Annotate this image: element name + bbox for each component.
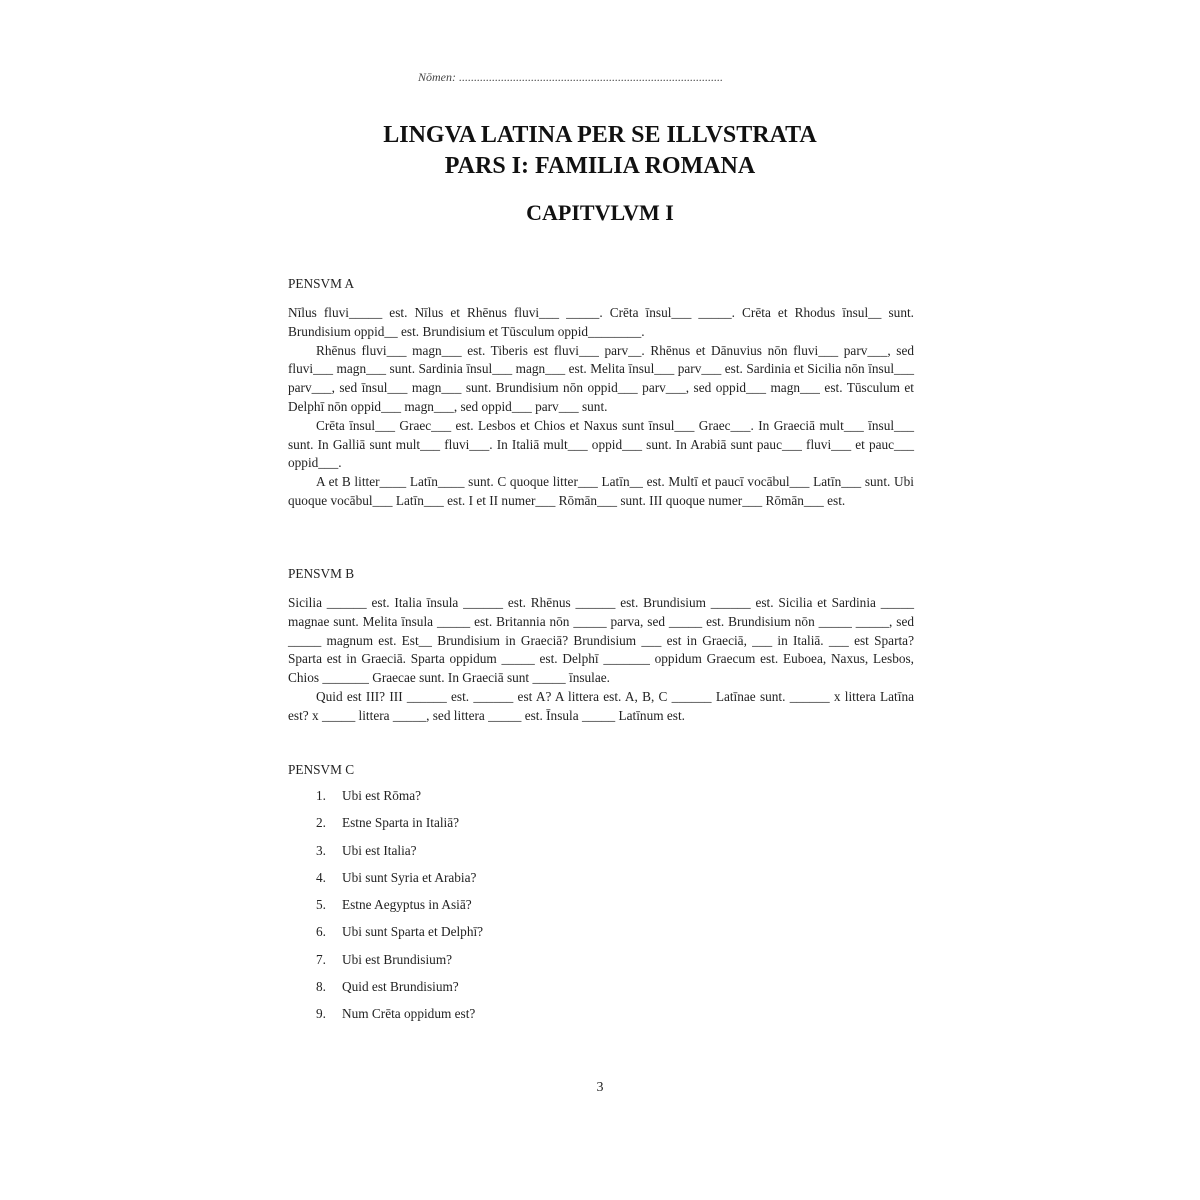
question-item: 8. Quid est Brundisium? bbox=[316, 979, 459, 995]
title-line-2: PARS I: FAMILIA ROMANA bbox=[444, 153, 756, 179]
question-item: 7. Ubi est Brundisium? bbox=[316, 951, 453, 967]
pensum-c-heading: PENSVM C bbox=[288, 762, 355, 777]
paragraph: Quid est III? III ______ est. ______ est A? A littera est. A, B, C ______ Latīnae sunt. ______ x littera Latīna est? x _____ littera _____, sed littera _____ est. Īnsula _____ Latīnum est. bbox=[288, 688, 914, 723]
question-item: 3. Ubi est Italia? bbox=[316, 842, 417, 858]
paragraph: Rhēnus fluvi___ magn___ est. Tiberis est fluvi___ parv__. Rhēnus et Dānuvius nōn fluvi___ parv___, sed fluvi___ magn___ sunt. Sardinia īnsul___ magn___ est. Melita īnsul___ parv___ est. Sardinia et Sicilia nōn īnsul___ parv___, sed īnsul___ magn___ sunt. Brundisium nōn oppid___ parv___, sed oppid___ magn___ est. Tūsculum et Delphī nōn oppid___ magn___, sed oppid___ parv___ sunt. bbox=[288, 342, 914, 414]
question-item: 9. Num Crēta oppidum est? bbox=[316, 1006, 476, 1022]
pensum-b-text bbox=[288, 594, 914, 726]
page-number: 3 bbox=[596, 1080, 604, 1095]
question-item: 6. Ubi sunt Sparta et Delphī? bbox=[316, 924, 484, 940]
question-item: 4. Ubi sunt Syria et Arabia? bbox=[316, 869, 477, 885]
pensum-b-heading: PENSVM B bbox=[288, 566, 355, 581]
chapter-title: CAPITVLVM I bbox=[526, 200, 674, 225]
pensum-a-text bbox=[288, 304, 914, 511]
question-list bbox=[316, 788, 483, 1034]
question-item: 1. Ubi est Rōma? bbox=[316, 788, 422, 803]
name-field: Nōmen: ........................................................................................ bbox=[418, 70, 723, 84]
paragraph: A et B litter____ Latīn____ sunt. C quoque litter___ Latīn__ est. Multī et paucī vocābul___ Latīn___ sunt. Ubi quoque vocābul___ Latīn___ est. I et II numer___ Rōmān___ sunt. III quoque numer___ Rōmān___ est. bbox=[288, 474, 914, 508]
question-item: 2. Estne Sparta in Italiā? bbox=[316, 815, 460, 831]
paragraph: Sicilia ______ est. Italia īnsula ______ est. Rhēnus ______ est. Brundisium ______ est. Sicilia et Sardinia _____ magnae sunt. Melita īnsula _____ est. Britannia nōn _____ parva, sed _____ est. Brundisium nōn _____ _____, sed _____ magnum est. Est__ Brundisium in Graeciā? Brundisium ___ est in Graeciā, ___ in Italiā. ___ est Sparta? Sparta est in Graeciā. Sparta oppidum _____ est. Delphī _______ oppidum Graecum est. Euboea, Naxus, Lesbos, Chios _______ Graecae sunt. In Graeciā sunt _____ īnsulae. bbox=[288, 595, 914, 686]
paragraph: Crēta īnsul___ Graec___ est. Lesbos et Chios et Naxus sunt īnsul___ Graec___. In Graeciā mult___ īnsul___ sunt. In Galliā sunt mult___ fluvi___. In Italiā mult___ oppid___ sunt. In Arabiā sunt pauc___ fluvi___ et pauc___ oppid___. bbox=[288, 417, 914, 471]
paragraph: Nīlus fluvi_____ est. Nīlus et Rhēnus fluvi___ _____. Crēta īnsul___ _____. Crēta et Rhodus īnsul__ sunt. Brundisium oppid__ est. Brundisium et Tūsculum oppid________. bbox=[288, 305, 914, 339]
pensum-a-heading: PENSVM A bbox=[288, 276, 355, 291]
question-item: 5. Estne Aegyptus in Asiā? bbox=[316, 897, 472, 913]
title-line-1: LINGVA LATINA PER SE ILLVSTRATA bbox=[383, 122, 817, 148]
